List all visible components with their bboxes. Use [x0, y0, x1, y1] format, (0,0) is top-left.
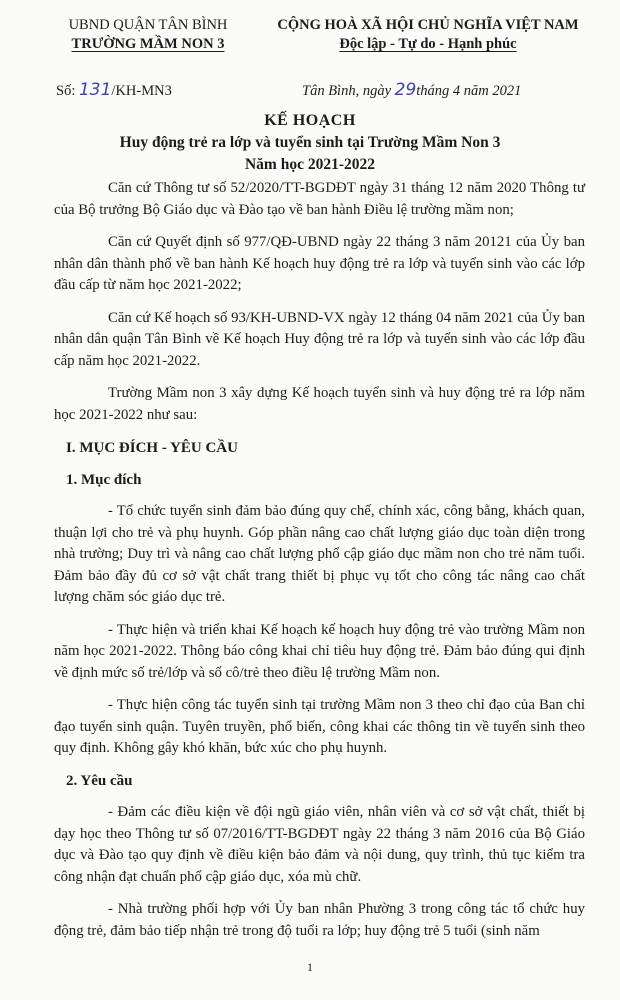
document-number-prefix: Số: [56, 83, 79, 99]
title-year: Năm học 2021-2022 [244, 156, 376, 173]
document-date [302, 80, 521, 100]
paragraph-basis-1: Căn cứ Thông tư số 52/2020/TT-BGDĐT ngày 31 tháng 12 năm 2020 Thông tư của Bộ trưởng Bộ Giáo dục và Đào tạo về ban hành Điều lệ trường mầm non; [54, 180, 585, 218]
issuer-school: TRƯỜNG MẦM NON 3 [71, 36, 225, 52]
title-subject: Huy động trẻ ra lớp và tuyển sinh tại Trường Mầm Non 3 [119, 134, 501, 151]
document-body [54, 178, 585, 953]
title-kind: KẾ HOẠCH [264, 112, 356, 129]
national-motto: Độc lập - Tự do - Hạnh phúc [339, 36, 517, 52]
paragraph-purpose-1: - Tổ chức tuyển sinh đảm bảo đúng quy chế, chính xác, công bằng, khách quan, thuận lợi cho trẻ và phụ huynh. Góp phần nâng cao chất lượng giáo dục toàn diện trong nhà trường; Duy trì và nâng cao chất lượng phổ cập giáo dục mầm non cho trẻ năm tuổi. Đảm bảo đầy đủ cơ sở vật chất trang thiết bị phục vụ tốt cho công tác nâng cao chất lượng chăm sóc giáo dục trẻ. [54, 503, 585, 605]
date-prefix: Tân Bình, ngày [302, 83, 395, 99]
subsection-heading-requirements: 2. Yêu cầu [66, 772, 133, 789]
section-heading-1: I. MỤC ĐÍCH - YÊU CẦU [66, 440, 238, 456]
page-number: 1 [307, 960, 313, 974]
paragraph-purpose-3: - Thực hiện công tác tuyển sinh tại trường Mầm non 3 theo chỉ đạo của Ban chỉ đạo tuyển sinh quận. Tuyên truyền, phổ biến, công khai các thông tin về tuyển sinh theo quy định. Không gây khó khăn, bức xúc cho phụ huynh. [54, 697, 585, 756]
document-number-suffix: /KH-MN3 [111, 83, 172, 99]
paragraph-requirement-2: - Nhà trường phối hợp với Ủy ban nhân Phường 3 trong công tác tổ chức huy động trẻ, đảm bảo tiếp nhận trẻ trong độ tuổi ra lớp; huy động trẻ 5 tuổi (sinh năm [54, 901, 585, 939]
document-title [0, 110, 620, 176]
issuer-authority: UBND QUẬN TÂN BÌNH [68, 17, 228, 33]
date-day: 29 [394, 80, 417, 100]
date-suffix: tháng 4 năm 2021 [416, 83, 522, 99]
document-number [56, 80, 172, 100]
paragraph-requirement-1: - Đảm các điều kiện về đội ngũ giáo viên, nhân viên và cơ sở vật chất, thiết bị dạy học theo Thông tư số 07/2016/TT-BGDĐT ngày 22 tháng 3 năm 2016 của Bộ Giáo dục và Đào tạo quy định về điều kiện bảo đảm và nội dung, quy trình, thủ tục kiểm tra công nhận đạt chuẩn phổ cập giáo dục, xóa mù chữ. [54, 804, 585, 885]
subsection-heading-purpose: 1. Mục đích [66, 471, 142, 488]
paragraph-basis-2: Căn cứ Quyết định số 977/QĐ-UBND ngày 22 tháng 3 năm 20121 của Ủy ban nhân dân thành phố về ban hành Kế hoạch huy động trẻ ra lớp và tuyển sinh vào các lớp đầu cấp từ năm học 2021-2022; [54, 234, 585, 293]
paragraph-intro: Trường Mầm non 3 xây dựng Kế hoạch tuyển sinh và huy động trẻ ra lớp năm học 2021-2022 như sau: [54, 385, 585, 423]
paragraph-purpose-2: - Thực hiện và triển khai Kế hoạch kế hoạch huy động trẻ vào trường Mầm non năm học 2021-2022. Thông báo công khai chỉ tiêu huy động trẻ. Đảm bảo đúng qui định về định mức số trẻ/lớp và số cô/trẻ theo điều lệ trường Mầm non. [54, 621, 585, 681]
document-number-value: 131 [78, 80, 112, 100]
national-title: CỘNG HOÀ XÃ HỘI CHỦ NGHĨA VIỆT NAM [277, 17, 579, 33]
paragraph-basis-3: Căn cứ Kế hoạch số 93/KH-UBND-VX ngày 12 tháng 04 năm 2021 của Ủy ban nhân dân quận Tân Bình về Kế hoạch Huy động trẻ ra lớp và tuyển sinh vào các lớp đầu cấp năm học 2021-2022. [54, 309, 585, 369]
issuer-block [38, 16, 258, 54]
national-motto-block [258, 16, 598, 54]
